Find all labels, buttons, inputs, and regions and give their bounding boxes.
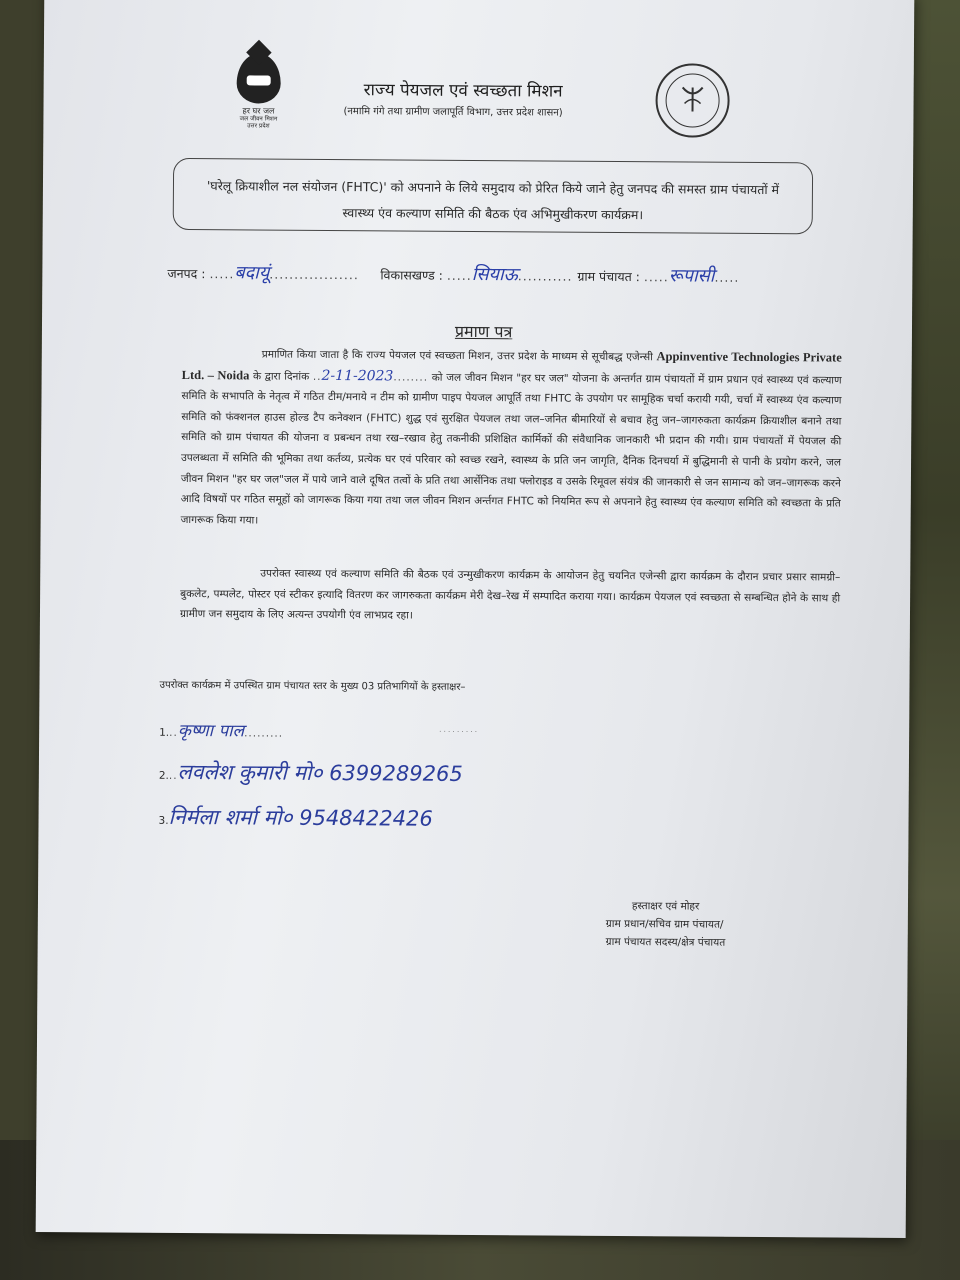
panchayat-field: ग्राम पंचायत : .....रूपासी.....	[577, 265, 740, 287]
signature-1: 1...कृष्णा पाल.........	[159, 720, 284, 742]
water-drop-icon	[237, 53, 281, 103]
block-field: विकासखण्ड : .....सियाऊ...........	[380, 263, 573, 286]
program-banner	[173, 158, 813, 234]
agency-name: Appinventive Technologies Private Ltd. – Noida	[181, 349, 842, 383]
signature-2: 2...लवलेश कुमारी मो० 6399289265	[158, 759, 463, 786]
program-date: 2-11-2023	[321, 367, 394, 385]
banner-text: 'घरेलू क्रियाशील नल संयोजन (FHTC)' को अपनाने के लिये समुदाय को प्रेरित किये जाने हेतु जनपद की समस्त ग्राम पंचायतों में स्वास्थ्य एंव कल्याण समिति की बैठक एंव अभिमुखीकरण कार्यक्रम।	[206, 178, 780, 223]
certificate-title: प्रमाण पत्र	[454, 321, 513, 342]
page-title: राज्य पेयजल एवं स्वच्छता मिशन	[363, 80, 563, 102]
page-subtitle: (नमामि गंगे तथा ग्रामीण जलापूर्ति विभाग, उत्तर प्रदेश शासन)	[343, 106, 563, 119]
panchayat-value: रूपासी	[668, 265, 715, 287]
document-page	[36, 0, 915, 1238]
logo-text-line3: उत्तर प्रदेश	[247, 122, 270, 130]
district-value: बदायूं	[234, 262, 270, 284]
certificate-paragraph-1: प्रमाणित किया जाता है कि राज्य पेयजल एवं स्वच्छता मिशन, उत्तर प्रदेश के माध्यम से सूचीबद्ध एजेन्सी Appinventive Technologies Private Ltd. – Noida के द्वारा दिनांक ..2-11-2023........ को जल जीवन मिशन "हर घर जल" योजना के अन्तर्गत ग्राम पंचायतों में ग्राम प्रधान एवं स्वास्थ्य एवं कल्याण समिति के सभापति के नेतृत्व में गठित टीम/मनाये न टीम को ग्रामीण पाइप पेयजल आपूर्ति तथा FHTC के उपयोग पर सामूहिक चर्चा करायी गयी, चर्चा में स्वास्थ्य एंव कल्याण समिति को फंक्शनल हाउस होल्ड टैप कनेक्शन (FHTC) शुद्ध एवं सुरक्षित पेयजल तथा जल–जनित बीमारियों से बचाव हेतु जन–जागरुकता कार्यक्रम क्रियाशील बनाने तथा समिति को ग्राम पंचायत की योजना व प्रबन्धन तथा रख–रखाव हेतु तकनीकी प्रशिक्षित कार्मिकों की संवैधानिक जानकारी भी प्रदान की गयी। ग्राम पंचायतों में पेयजल की उपलब्धता में समिति की भूमिका तथा कर्तव्य, प्रत्येक घर एवं परिवार को स्वच्छ रखने, स्वास्थ्य के प्रति जन जागृति, दैनिक दिनचर्या में बुद्धिमानी से पानी के प्रयोग करने, जल जीवन मिशन "हर घर जल"जल में पाये जाने वाले दूषित तत्वों के प्रति तथा आर्सेनिक तथा फ्लोराइड व उसके रिमूवल संयंत्र की जानकारी से जन सामान्य को जन–जागरूक करने आदि विषयों पर गठित समूहों को जागरूक किया गया तथा जल जीवन मिशन अर्न्तगत FHTC को नियमित रूप से अपनाने हेतु स्वास्थ्य एंव कल्याण समिति को स्वच्छता के प्रति जागरूक किया गया।	[180, 348, 842, 527]
signature-3: 3.निर्मला शर्मा मो० 9548422426	[158, 804, 433, 831]
logo-text-line1: हर घर जल	[242, 106, 275, 116]
har-ghar-jal-logo	[218, 53, 299, 130]
block-value: सियाऊ	[471, 263, 518, 286]
certificate-paragraph-2: उपरोक्त स्वास्थ्य एवं कल्याण समिति की बैठक एवं उन्मुखीकरण कार्यक्रम के आयोजन हेतु चयनित एजेन्सी द्वारा कार्यक्रम के दौरान प्रचार प्रसार सामग्री–बुकलेट, पम्पलेट, पोस्टर एवं स्टीकर इत्यादि वितरण कर जागरुकता कार्यक्रम मेरी देख–रेख में सम्पादित कराया गया। कार्यक्रम पेयजल एवं स्वच्छता से सम्बन्धित होने के साथ ही ग्रामीण जन समुदाय के लिए अत्यन्त उपयोगी एंव लाभप्रद रहा।	[179, 567, 841, 622]
up-government-emblem-icon	[655, 63, 730, 138]
authority-signature-block: हस्ताक्षर एवं मोहर ग्राम प्रधान/सचिव ग्राम पंचायत/ ग्राम पंचायत सदस्य/क्षेत्र पंचायत	[605, 900, 726, 949]
signatures-intro: उपरोक्त कार्यक्रम में उपस्थित ग्राम पंचायत स्तर के मुख्य 03 प्रतिभागियों के हस्ताक्षर–	[159, 679, 466, 693]
district-field: जनपद : .....बदायूं..................	[167, 262, 359, 284]
faint-stamp: · · · · · · · · ·	[439, 727, 478, 737]
logo-text-line2: जल जीवन मिशन	[239, 115, 278, 123]
